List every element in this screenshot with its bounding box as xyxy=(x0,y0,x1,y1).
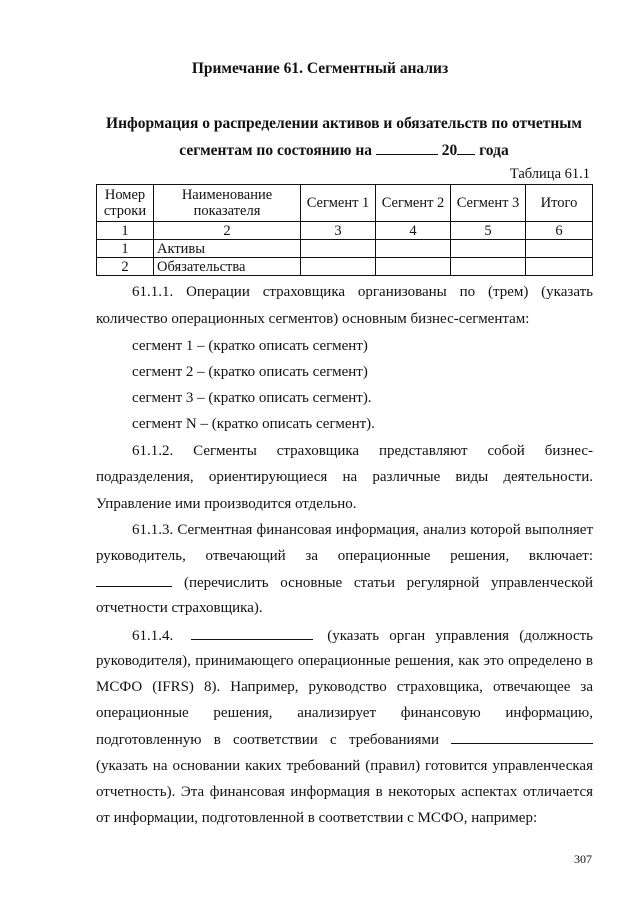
row-number: 2 xyxy=(97,258,154,276)
table-heading-line1: Информация о распределении активов и обязательств по отчетным xyxy=(106,115,582,132)
heading-year-word: года xyxy=(479,142,509,159)
column-number: 4 xyxy=(376,222,451,240)
organ-statements-blank xyxy=(96,574,172,587)
header-row-number: Номер строки xyxy=(97,185,154,222)
table-cell xyxy=(376,240,451,258)
management-body-blank xyxy=(191,627,313,640)
row-number: 1 xyxy=(97,240,154,258)
table-row xyxy=(97,240,593,258)
segment-table xyxy=(96,184,593,276)
table-cell xyxy=(376,258,451,276)
column-number: 1 xyxy=(97,222,154,240)
table-cell xyxy=(451,240,526,258)
header-indicator-name: Наименование показателя xyxy=(154,185,301,222)
table-cell xyxy=(301,258,376,276)
table-cell xyxy=(451,258,526,276)
column-number: 5 xyxy=(451,222,526,240)
row-name: Обязательства xyxy=(154,258,301,276)
table-cell xyxy=(526,240,593,258)
header-segment-3: Сегмент 3 xyxy=(451,185,526,222)
year-blank xyxy=(457,141,475,155)
para-61-1-4-line2: руководителя), принимающего операционные решения, как это определено в xyxy=(96,653,593,669)
para-61-1-2-line3: Управление ими производится отдельно. xyxy=(96,496,357,512)
para-61-1-4-line8: от информации, подготовленной в соответствии с МСФО, например: xyxy=(96,810,538,826)
segment-2-item: сегмент 2 – (кратко описать сегмент) xyxy=(132,364,368,380)
para-61-1-2-line2: подразделения, ориентирующиеся на различные виды деятельности. xyxy=(96,469,593,485)
heading-date-prefix: сегментам по состоянию на xyxy=(179,142,373,159)
segment-3-item: сегмент 3 – (кратко описать сегмент). xyxy=(132,390,372,406)
header-segment-2: Сегмент 2 xyxy=(376,185,451,222)
column-number: 3 xyxy=(301,222,376,240)
note-title: Примечание 61. Сегментный анализ xyxy=(191,60,449,77)
table-cell xyxy=(526,258,593,276)
table-heading-line2 xyxy=(96,141,592,161)
para-61-1-3-line1: 61.1.3. Сегментная финансовая информация, анализ которой выполняет xyxy=(132,522,593,538)
para-61-1-4-line4: операционные решения, анализирует финансовую информацию, xyxy=(96,705,593,721)
header-total: Итого xyxy=(526,185,593,222)
column-number: 6 xyxy=(526,222,593,240)
para-61-1-4-line1: 61.1.4. (указать орган управления (должность xyxy=(132,628,593,644)
para-61-1-4-line7: отчетность). Эта финансовая информация в некоторых аспектах отличается xyxy=(96,784,593,800)
para-61-1-3-line3: (перечислить основные статьи регулярной управленческой xyxy=(96,574,593,592)
table-row xyxy=(97,258,593,276)
para-61-1-4-line3: МСФО (IFRS) 8). Например, руководство страховщика, отвечающее за xyxy=(96,679,593,695)
page-number: 307 xyxy=(574,852,592,866)
segment-n-item: сегмент N – (кратко описать сегмент). xyxy=(132,416,375,432)
para-61-1-3-line4: отчетности страховщика). xyxy=(96,600,263,616)
date-blank xyxy=(376,141,438,155)
para-61-1-4-line5: подготовленную в соответствии с требованиями xyxy=(96,731,593,749)
para-61-1-1-line2: количество операционных сегментов) основным бизнес-сегментам: xyxy=(96,311,530,327)
column-number-row xyxy=(97,222,593,240)
para-61-1-1-line1: 61.1.1. Операции страховщика организованы по (трем) (указать xyxy=(132,284,593,300)
para-61-1-2-line1: 61.1.2. Сегменты страховщика представляют собой бизнес- xyxy=(132,443,593,459)
heading-year-prefix: 20 xyxy=(441,142,458,159)
para-61-1-4-line6: (указать на основании каких требований (правил) готовится управленческая xyxy=(96,758,593,774)
segment-1-item: сегмент 1 – (кратко описать сегмент) xyxy=(132,338,368,354)
row-name: Активы xyxy=(154,240,301,258)
requirements-blank xyxy=(451,731,593,744)
header-segment-1: Сегмент 1 xyxy=(301,185,376,222)
para-61-1-3-line2: руководитель, отвечающий за операционные решения, включает: xyxy=(96,548,593,564)
column-number: 2 xyxy=(154,222,301,240)
table-caption: Таблица 61.1 xyxy=(509,166,590,182)
table-cell xyxy=(301,240,376,258)
table-header-row xyxy=(97,185,593,222)
